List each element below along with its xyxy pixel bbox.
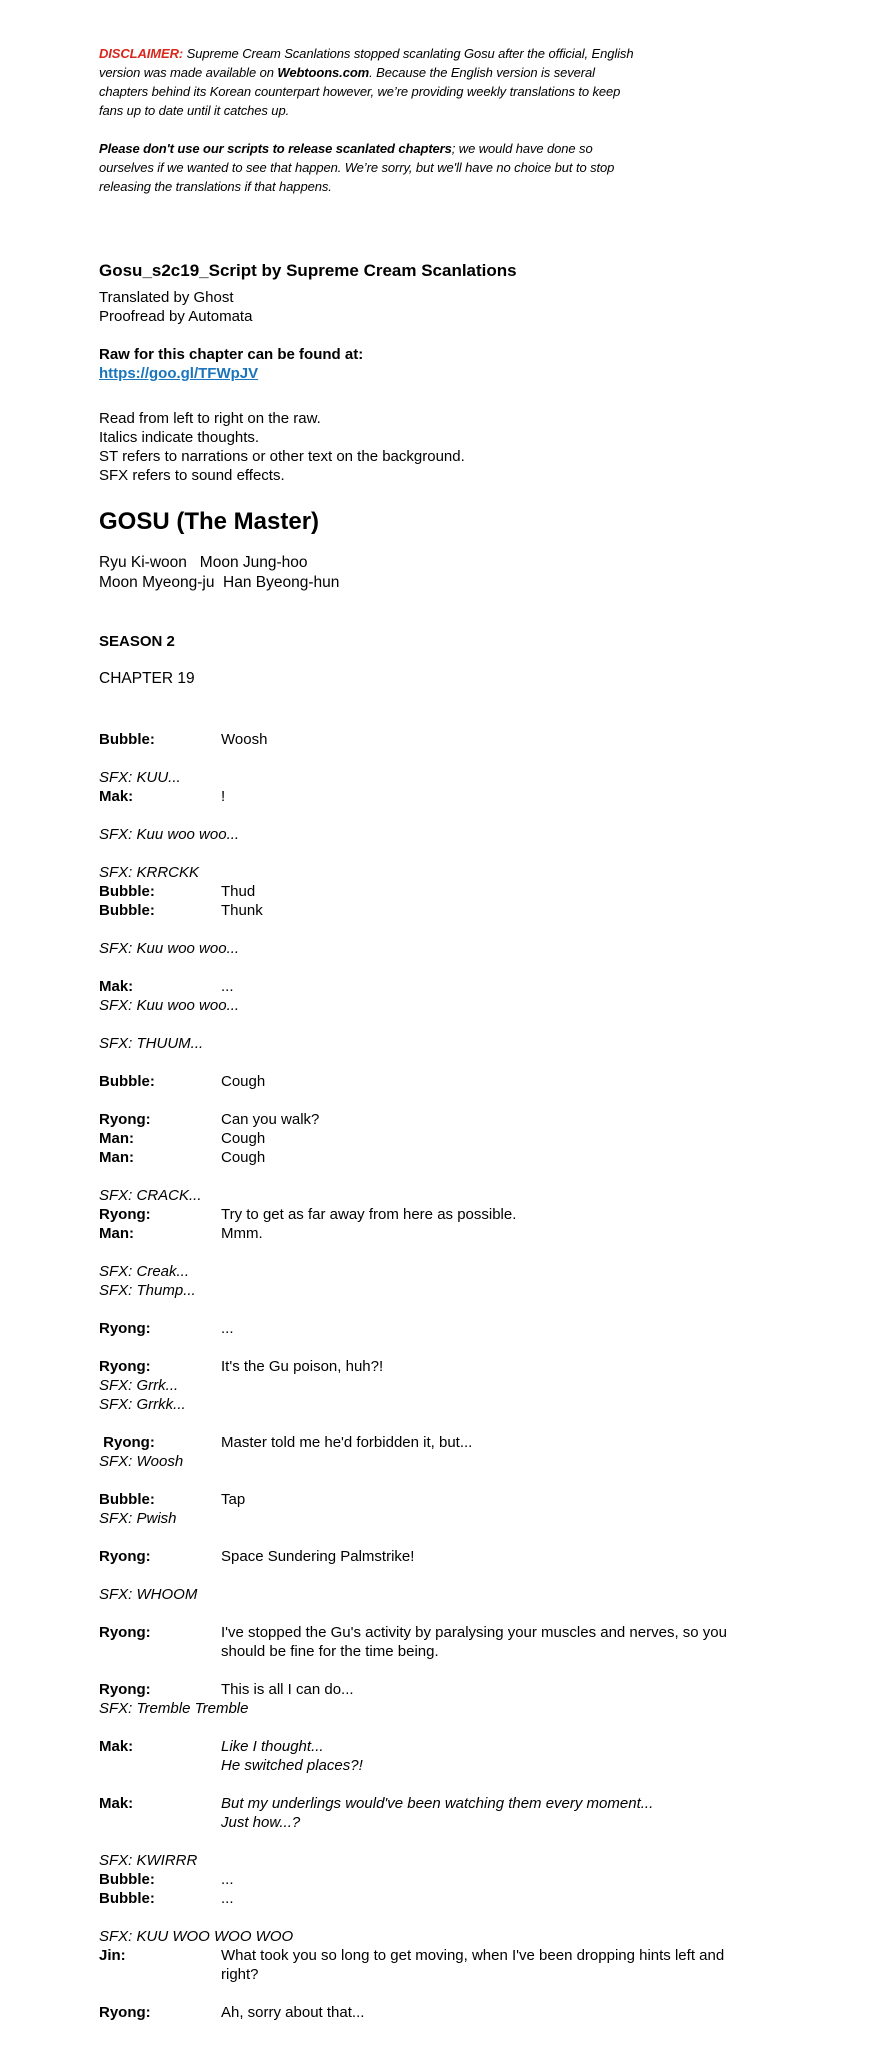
sfx-line: SFX: Pwish bbox=[99, 1510, 177, 1527]
dialogue-text bbox=[221, 882, 837, 901]
dialogue-text-line: I've stopped the Gu's activity by paralysing your muscles and nerves, so you bbox=[221, 1624, 727, 1641]
dialogue-text bbox=[221, 901, 837, 920]
dialogue-text-line: Space Sundering Palmstrike! bbox=[221, 1548, 415, 1565]
dialogue-line bbox=[99, 2003, 837, 2022]
speaker-label: Ryong: bbox=[99, 1624, 151, 1641]
dialogue-line bbox=[99, 1794, 837, 1832]
script-block bbox=[99, 1262, 837, 1300]
dialogue-text-line: Thud bbox=[221, 883, 256, 900]
speaker-label: Man: bbox=[99, 1149, 134, 1166]
speaker-label: Ryong: bbox=[99, 1548, 151, 1565]
disclaimer-text: . Because the English version is several chapters behind its Korean counterpart however, we’re providing weekly translations to keep fans up to date until it catches up. bbox=[99, 65, 621, 118]
sfx-line: SFX: Kuu woo woo... bbox=[99, 997, 240, 1014]
script-lines bbox=[99, 730, 837, 2022]
raw-link[interactable]: https://goo.gl/TFWpJV bbox=[99, 365, 259, 382]
speaker-label: Jin: bbox=[99, 1947, 126, 1964]
script-block bbox=[99, 1794, 837, 1832]
credits bbox=[99, 288, 837, 326]
speaker-label: Mak: bbox=[99, 1795, 134, 1812]
dialogue-line bbox=[99, 882, 837, 901]
script-block bbox=[99, 1319, 837, 1338]
speaker-label: Ryong: bbox=[99, 1358, 151, 1375]
speaker-label: Man: bbox=[99, 1130, 134, 1147]
speaker-label: Bubble: bbox=[99, 902, 155, 919]
dialogue-line bbox=[99, 1148, 837, 1167]
dialogue-text-line: should be fine for the time being. bbox=[221, 1643, 439, 1660]
sfx-line: SFX: Creak... bbox=[99, 1263, 190, 1280]
dialogue-text bbox=[221, 1547, 837, 1566]
speaker-label: Bubble: bbox=[99, 1871, 155, 1888]
script-block bbox=[99, 977, 837, 1015]
speaker-label: Ryong: bbox=[99, 1206, 151, 1223]
dialogue-line bbox=[99, 730, 837, 749]
dialogue-text bbox=[221, 977, 837, 996]
sfx-line: SFX: Tremble Tremble bbox=[99, 1700, 249, 1717]
speaker-label: Bubble: bbox=[99, 883, 155, 900]
speaker-label: Bubble: bbox=[99, 1890, 155, 1907]
note-line: SFX refers to sound effects. bbox=[99, 467, 285, 484]
dialogue-line bbox=[99, 1623, 837, 1661]
dialogue-text bbox=[221, 1623, 837, 1661]
dialogue-text bbox=[221, 1889, 837, 1908]
sfx-line: SFX: Kuu woo woo... bbox=[99, 940, 240, 957]
dialogue-line bbox=[99, 977, 837, 996]
dialogue-text bbox=[221, 1490, 837, 1509]
dialogue-text bbox=[221, 1794, 837, 1832]
dialogue-line bbox=[99, 1357, 837, 1376]
dialogue-text-line: Tap bbox=[221, 1491, 246, 1508]
disclaimer-paragraph-2 bbox=[99, 139, 647, 196]
dialogue-line bbox=[99, 1110, 837, 1129]
disclaimer-text: Webtoons.com bbox=[277, 65, 370, 80]
disclaimer-paragraph-1 bbox=[99, 44, 647, 120]
dialogue-line bbox=[99, 1870, 837, 1889]
sfx-line: SFX: KUU... bbox=[99, 769, 181, 786]
dialogue-text bbox=[221, 1870, 837, 1889]
sfx-line: SFX: CRACK... bbox=[99, 1187, 202, 1204]
script-block bbox=[99, 825, 837, 844]
author-line: Ryu Ki-woon Moon Jung-hoo bbox=[99, 554, 308, 571]
dialogue-text-line: Woosh bbox=[221, 731, 268, 748]
dialogue-text-line: What took you so long to get moving, when I've been dropping hints left and bbox=[221, 1947, 725, 1964]
proofreader-credit: Proofread by Automata bbox=[99, 308, 253, 325]
dialogue-line bbox=[99, 1946, 837, 1984]
sfx-line: SFX: KRRCKK bbox=[99, 864, 200, 881]
dialogue-line bbox=[99, 1129, 837, 1148]
dialogue-text bbox=[221, 1737, 837, 1775]
dialogue-line bbox=[99, 1319, 837, 1338]
script-block bbox=[99, 863, 837, 920]
note-line: Italics indicate thoughts. bbox=[99, 429, 260, 446]
dialogue-text-line: Like I thought... bbox=[221, 1738, 324, 1755]
reader-notes bbox=[99, 409, 837, 485]
script-block bbox=[99, 1737, 837, 1775]
script-block bbox=[99, 1585, 837, 1604]
disclaimer-text: ; we would have done so ourselves if we wanted to see that happen. We’re sorry, but we'll have no choice but to stop releasing the translations if that happens. bbox=[99, 141, 615, 194]
sfx-line: SFX: KUU WOO WOO WOO bbox=[99, 1928, 294, 1945]
dialogue-text-line: Master told me he'd forbidden it, but... bbox=[221, 1434, 473, 1451]
disclaimer-text: Please don't use our scripts to release scanlated chapters bbox=[99, 141, 452, 156]
script-block bbox=[99, 730, 837, 749]
dialogue-line bbox=[99, 1490, 837, 1509]
script-block bbox=[99, 939, 837, 958]
script-block bbox=[99, 1072, 837, 1091]
dialogue-text bbox=[221, 1946, 837, 1984]
series-title: GOSU (The Master) bbox=[99, 508, 320, 535]
script-block bbox=[99, 1680, 837, 1718]
dialogue-line bbox=[99, 1205, 837, 1224]
dialogue-line bbox=[99, 1072, 837, 1091]
dialogue-text-line: ! bbox=[221, 788, 226, 805]
script-block bbox=[99, 768, 837, 806]
dialogue-text-line: Cough bbox=[221, 1149, 266, 1166]
dialogue-line bbox=[99, 787, 837, 806]
script-block bbox=[99, 1547, 837, 1566]
speaker-label: Ryong: bbox=[99, 1681, 151, 1698]
speaker-label: Ryong: bbox=[99, 1320, 151, 1337]
sfx-line: SFX: Grrkk... bbox=[99, 1396, 186, 1413]
note-line: ST refers to narrations or other text on the background. bbox=[99, 448, 465, 465]
sfx-line: SFX: Grrk... bbox=[99, 1377, 179, 1394]
dialogue-text bbox=[221, 730, 837, 749]
dialogue-text bbox=[221, 2003, 837, 2022]
dialogue-text-line: Mmm. bbox=[221, 1225, 263, 1242]
script-block bbox=[99, 1110, 837, 1167]
dialogue-line bbox=[99, 1433, 837, 1452]
dialogue-text-line: ... bbox=[221, 1871, 234, 1888]
speaker-label: Mak: bbox=[99, 1738, 134, 1755]
script-block bbox=[99, 1357, 837, 1414]
speaker-label: Man: bbox=[99, 1225, 134, 1242]
dialogue-text bbox=[221, 1319, 837, 1338]
disclaimer-section bbox=[99, 44, 647, 196]
dialogue-text-line: ... bbox=[221, 1890, 234, 1907]
speaker-label: Bubble: bbox=[99, 1073, 155, 1090]
raw-section bbox=[99, 345, 837, 383]
speaker-label: Mak: bbox=[99, 788, 134, 805]
dialogue-text bbox=[221, 1129, 837, 1148]
script-title: Gosu_s2c19_Script by Supreme Cream Scanlations bbox=[99, 261, 517, 280]
dialogue-line bbox=[99, 1737, 837, 1775]
dialogue-text-line: Thunk bbox=[221, 902, 263, 919]
translator-credit: Translated by Ghost bbox=[99, 289, 234, 306]
sfx-line: SFX: WHOOM bbox=[99, 1586, 198, 1603]
dialogue-text-line: right? bbox=[221, 1966, 259, 1983]
speaker-label: Bubble: bbox=[99, 1491, 155, 1508]
dialogue-text-line: Cough bbox=[221, 1130, 266, 1147]
chapter-heading: CHAPTER 19 bbox=[99, 670, 195, 687]
dialogue-text-line: ... bbox=[221, 978, 234, 995]
note-line: Read from left to right on the raw. bbox=[99, 410, 321, 427]
dialogue-text-line: Try to get as far away from here as possible. bbox=[221, 1206, 517, 1223]
script-block bbox=[99, 1927, 837, 1984]
script-block bbox=[99, 1186, 837, 1243]
dialogue-text bbox=[221, 1357, 837, 1376]
script-block bbox=[99, 2003, 837, 2022]
dialogue-text bbox=[221, 1110, 837, 1129]
dialogue-text-line: This is all I can do... bbox=[221, 1681, 354, 1698]
dialogue-text-line: Cough bbox=[221, 1073, 266, 1090]
dialogue-text-line: ... bbox=[221, 1320, 234, 1337]
dialogue-text bbox=[221, 1072, 837, 1091]
dialogue-text bbox=[221, 1224, 837, 1243]
dialogue-line bbox=[99, 901, 837, 920]
sfx-line: SFX: Kuu woo woo... bbox=[99, 826, 240, 843]
dialogue-line bbox=[99, 1547, 837, 1566]
sfx-line: SFX: Thump... bbox=[99, 1282, 196, 1299]
speaker-label: Ryong: bbox=[99, 1111, 151, 1128]
script-block bbox=[99, 1433, 837, 1471]
sfx-line: SFX: KWIRRR bbox=[99, 1852, 198, 1869]
season-heading: SEASON 2 bbox=[99, 633, 175, 650]
dialogue-text bbox=[221, 1205, 837, 1224]
dialogue-text bbox=[221, 1680, 837, 1699]
dialogue-text bbox=[221, 1148, 837, 1167]
dialogue-text-line: Ah, sorry about that... bbox=[221, 2004, 365, 2021]
disclaimer-keyword: DISCLAIMER: bbox=[99, 46, 184, 61]
sfx-line: SFX: Woosh bbox=[99, 1453, 184, 1470]
speaker-label: Bubble: bbox=[99, 731, 155, 748]
dialogue-text bbox=[221, 1433, 837, 1452]
dialogue-text-line: Can you walk? bbox=[221, 1111, 320, 1128]
disclaimer-text: Supreme Cream Scanlations stopped scanlating Gosu after the official, English version was made available on bbox=[99, 46, 634, 80]
speaker-label: Ryong: bbox=[99, 1434, 155, 1451]
author-line: Moon Myeong-ju Han Byeong-hun bbox=[99, 574, 340, 591]
speaker-label: Mak: bbox=[99, 978, 134, 995]
dialogue-line bbox=[99, 1224, 837, 1243]
raw-heading: Raw for this chapter can be found at: bbox=[99, 346, 364, 363]
script-block bbox=[99, 1034, 837, 1053]
script-block bbox=[99, 1623, 837, 1661]
dialogue-text bbox=[221, 787, 837, 806]
dialogue-line bbox=[99, 1889, 837, 1908]
sfx-line: SFX: THUUM... bbox=[99, 1035, 204, 1052]
dialogue-line bbox=[99, 1680, 837, 1699]
speaker-label: Ryong: bbox=[99, 2004, 151, 2021]
script-block bbox=[99, 1851, 837, 1908]
dialogue-text-line: But my underlings would've been watching them every moment... bbox=[221, 1795, 654, 1812]
dialogue-text-line: It's the Gu poison, huh?! bbox=[221, 1358, 384, 1375]
dialogue-text-line: Just how...? bbox=[221, 1814, 301, 1831]
author-names bbox=[99, 553, 837, 593]
dialogue-text-line: He switched places?! bbox=[221, 1757, 363, 1774]
script-block bbox=[99, 1490, 837, 1528]
